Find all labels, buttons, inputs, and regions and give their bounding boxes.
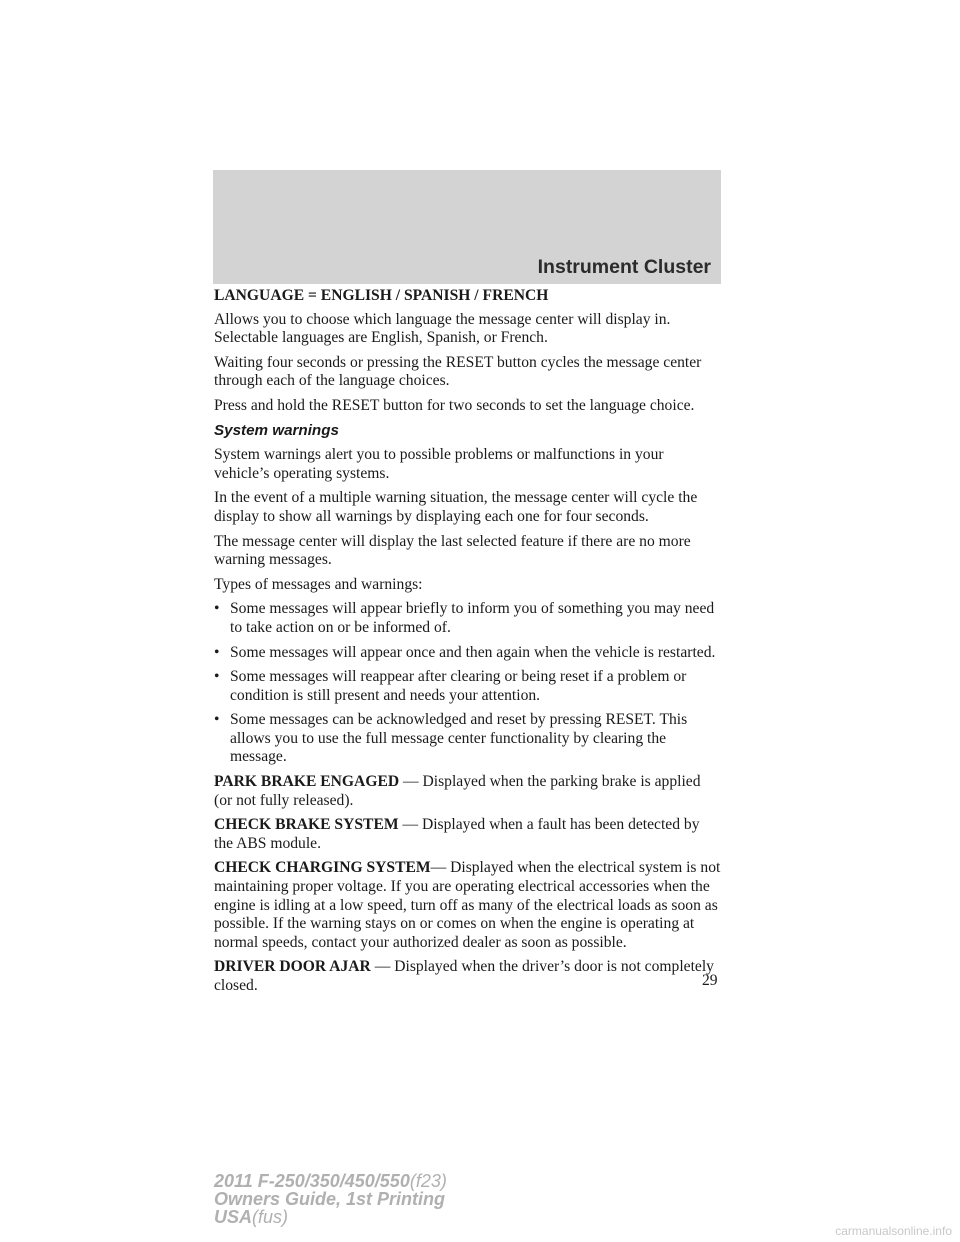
system-warnings-paragraph-1: System warnings alert you to possible problems or malfunctions in your vehicle’s operating systems. [214,446,664,482]
list-item-text: Some messages will appear briefly to inform you of something you may need to take action on or be informed of. [230,600,715,636]
page-content [214,287,722,1002]
header-band [213,170,721,284]
language-paragraph-3: Press and hold the RESET button for two seconds to set the language choice. [214,396,695,414]
system-warnings-heading: System warnings [214,421,339,439]
list-item-text: Some messages will appear once and then again when the vehicle is restarted. [230,643,716,661]
system-warnings-paragraph-2: In the event of a multiple warning situation, the message center will cycle the display to show all warnings by displaying each one for four seconds. [214,489,698,525]
language-heading: LANGUAGE = ENGLISH / SPANISH / FRENCH [214,287,549,304]
list-item-text: Some messages will reappear after clearing or being reset if a problem or condition is still present and needs your attention. [230,668,687,704]
types-intro: Types of messages and warnings: [214,575,423,593]
message-types-list [214,600,722,767]
footer-market-code: (fus) [252,1207,289,1227]
footer-line-2: Owners Guide, 1st Printing [214,1189,446,1209]
footer-line-1 [214,1172,447,1190]
message-description: — Displayed when the parking brake is applied (or not fully released). [214,773,701,809]
message-description: — Displayed when a fault has been detected by the ABS module. [214,816,700,852]
language-paragraph-2: Waiting four seconds or pressing the RESET button cycles the message center through each of the language choices. [214,353,702,390]
message-description: — Displayed when the driver’s door is not completely closed. [214,958,714,994]
list-item [214,644,722,663]
list-item-text: Some messages can be acknowledged and reset by pressing RESET. This allows you to use the full message center functionality by clearing the message. [230,711,688,766]
message-check-brake [214,816,722,853]
message-description: — Displayed when the electrical system is not maintaining proper voltage. If you are operating electrical accessories when the engine is idling at a low speed, turn off as many of the electrical loads as soon as possible. If the warning stays on or comes on when the engine is operating at normal speeds, contact your authorized dealer as soon as possible. [214,859,721,951]
bullet-icon: • [214,668,220,686]
list-item [214,711,722,767]
footer-model: 2011 F-250/350/450/550 [214,1171,410,1191]
language-paragraph-1: Allows you to choose which language the message center will display in. Selectable languages are English, Spanish, or French. [214,310,671,347]
bullet-icon: • [214,600,220,618]
message-term: CHECK BRAKE SYSTEM [214,816,399,834]
section-title: Instrument Cluster [537,256,711,278]
message-term: DRIVER DOOR AJAR [214,958,371,976]
message-term: CHECK CHARGING SYSTEM [214,859,431,877]
list-item [214,600,722,637]
message-check-charging [214,859,722,952]
message-driver-door [214,958,722,995]
footer-model-code: (f23) [409,1171,447,1191]
watermark: carmanualsonline.info [835,1224,952,1238]
footer-line-3 [214,1208,447,1226]
message-park-brake [214,773,722,810]
system-warnings-paragraph-3: The message center will display the last selected feature if there are no more warning messages. [214,532,691,569]
footer-market: USA [214,1207,253,1227]
list-item [214,668,722,705]
footer [214,1172,447,1226]
message-term: PARK BRAKE ENGAGED [214,773,400,791]
bullet-icon: • [214,643,220,661]
bullet-icon: • [214,711,220,729]
page-number: 29 [702,972,718,989]
